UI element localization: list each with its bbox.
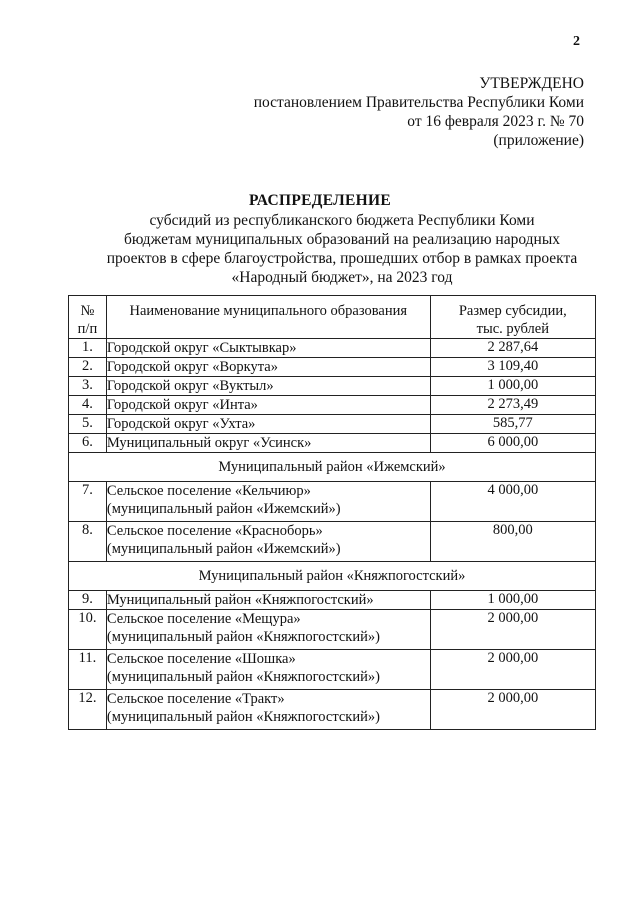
row-number: 4. xyxy=(69,396,107,415)
row-name: Городской округ «Ухта» xyxy=(106,415,430,434)
table-row xyxy=(69,522,596,562)
page-number: 2 xyxy=(573,34,580,49)
subtitle-line: субсидий из республиканского бюджета Республики Коми xyxy=(149,212,535,229)
row-amount: 4 000,00 xyxy=(430,482,595,522)
row-name: Муниципальный округ «Усинск» xyxy=(106,434,430,453)
row-number: 9. xyxy=(69,591,107,610)
row-number: 3. xyxy=(69,377,107,396)
row-amount: 2 000,00 xyxy=(430,650,595,690)
row-name: Сельское поселение «Кельчиюр» (муниципальный район «Ижемский») xyxy=(106,482,430,522)
row-number: 8. xyxy=(69,522,107,562)
section-heading-izhemsky: Муниципальный район «Ижемский» xyxy=(69,453,596,482)
row-number: 5. xyxy=(69,415,107,434)
row-amount: 2 000,00 xyxy=(430,690,595,730)
approval-heading: УТВЕРЖДЕНО xyxy=(479,75,584,92)
row-number: 12. xyxy=(69,690,107,730)
approval-decree: постановлением Правительства Республики Коми xyxy=(253,94,584,111)
table-row xyxy=(69,482,596,522)
row-number: 10. xyxy=(69,610,107,650)
subtitle-line: «Народный бюджет», на 2023 год xyxy=(231,269,453,286)
table-row xyxy=(69,434,596,453)
header-number: № п/п xyxy=(69,296,107,339)
table-row xyxy=(69,358,596,377)
table-header-row xyxy=(69,296,596,339)
document-subtitle xyxy=(90,211,594,287)
row-name: Городской округ «Инта» xyxy=(106,396,430,415)
row-number: 2. xyxy=(69,358,107,377)
row-name: Сельское поселение «Красноборь» (муниципальный район «Ижемский») xyxy=(106,522,430,562)
table-row xyxy=(69,415,596,434)
row-name: Городской округ «Вуктыл» xyxy=(106,377,430,396)
row-amount: 1 000,00 xyxy=(430,591,595,610)
document-title: РАСПРЕДЕЛЕНИЕ xyxy=(249,192,391,209)
row-amount: 3 109,40 xyxy=(430,358,595,377)
header-amount: Размер субсидии, тыс. рублей xyxy=(430,296,595,339)
table-row xyxy=(69,591,596,610)
row-amount: 585,77 xyxy=(430,415,595,434)
table-row xyxy=(69,377,596,396)
table-row xyxy=(69,690,596,730)
approval-date: от 16 февраля 2023 г. № 70 xyxy=(407,113,584,130)
row-number: 7. xyxy=(69,482,107,522)
row-name: Муниципальный район «Княжпогостский» xyxy=(106,591,430,610)
table-row xyxy=(69,650,596,690)
row-name: Сельское поселение «Тракт» (муниципальный район «Княжпогостский») xyxy=(106,690,430,730)
row-number: 6. xyxy=(69,434,107,453)
subtitle-line: бюджетам муниципальных образований на реализацию народных xyxy=(124,231,560,248)
subtitle-line: проектов в сфере благоустройства, прошедших отбор в рамках проекта xyxy=(106,250,578,267)
row-name: Сельское поселение «Мещура» (муниципальный район «Княжпогостский») xyxy=(106,610,430,650)
approval-block xyxy=(254,74,584,150)
section-row xyxy=(69,562,596,591)
approval-note: (приложение) xyxy=(493,132,584,149)
section-heading-knyazhpogostsky: Муниципальный район «Княжпогостский» xyxy=(69,562,596,591)
table-row xyxy=(69,396,596,415)
subsidy-table xyxy=(68,295,596,730)
row-number: 1. xyxy=(69,339,107,358)
row-amount: 6 000,00 xyxy=(430,434,595,453)
row-name: Городской округ «Сыктывкар» xyxy=(106,339,430,358)
row-name: Городской округ «Воркута» xyxy=(106,358,430,377)
table-row xyxy=(69,610,596,650)
row-amount: 2 273,49 xyxy=(430,396,595,415)
row-number: 11. xyxy=(69,650,107,690)
row-amount: 2 000,00 xyxy=(430,610,595,650)
header-name: Наименование муниципального образования xyxy=(106,296,430,339)
row-amount: 2 287,64 xyxy=(430,339,595,358)
row-name: Сельское поселение «Шошка» (муниципальный район «Княжпогостский») xyxy=(106,650,430,690)
table-row xyxy=(69,339,596,358)
section-row xyxy=(69,453,596,482)
row-amount: 800,00 xyxy=(430,522,595,562)
row-amount: 1 000,00 xyxy=(430,377,595,396)
